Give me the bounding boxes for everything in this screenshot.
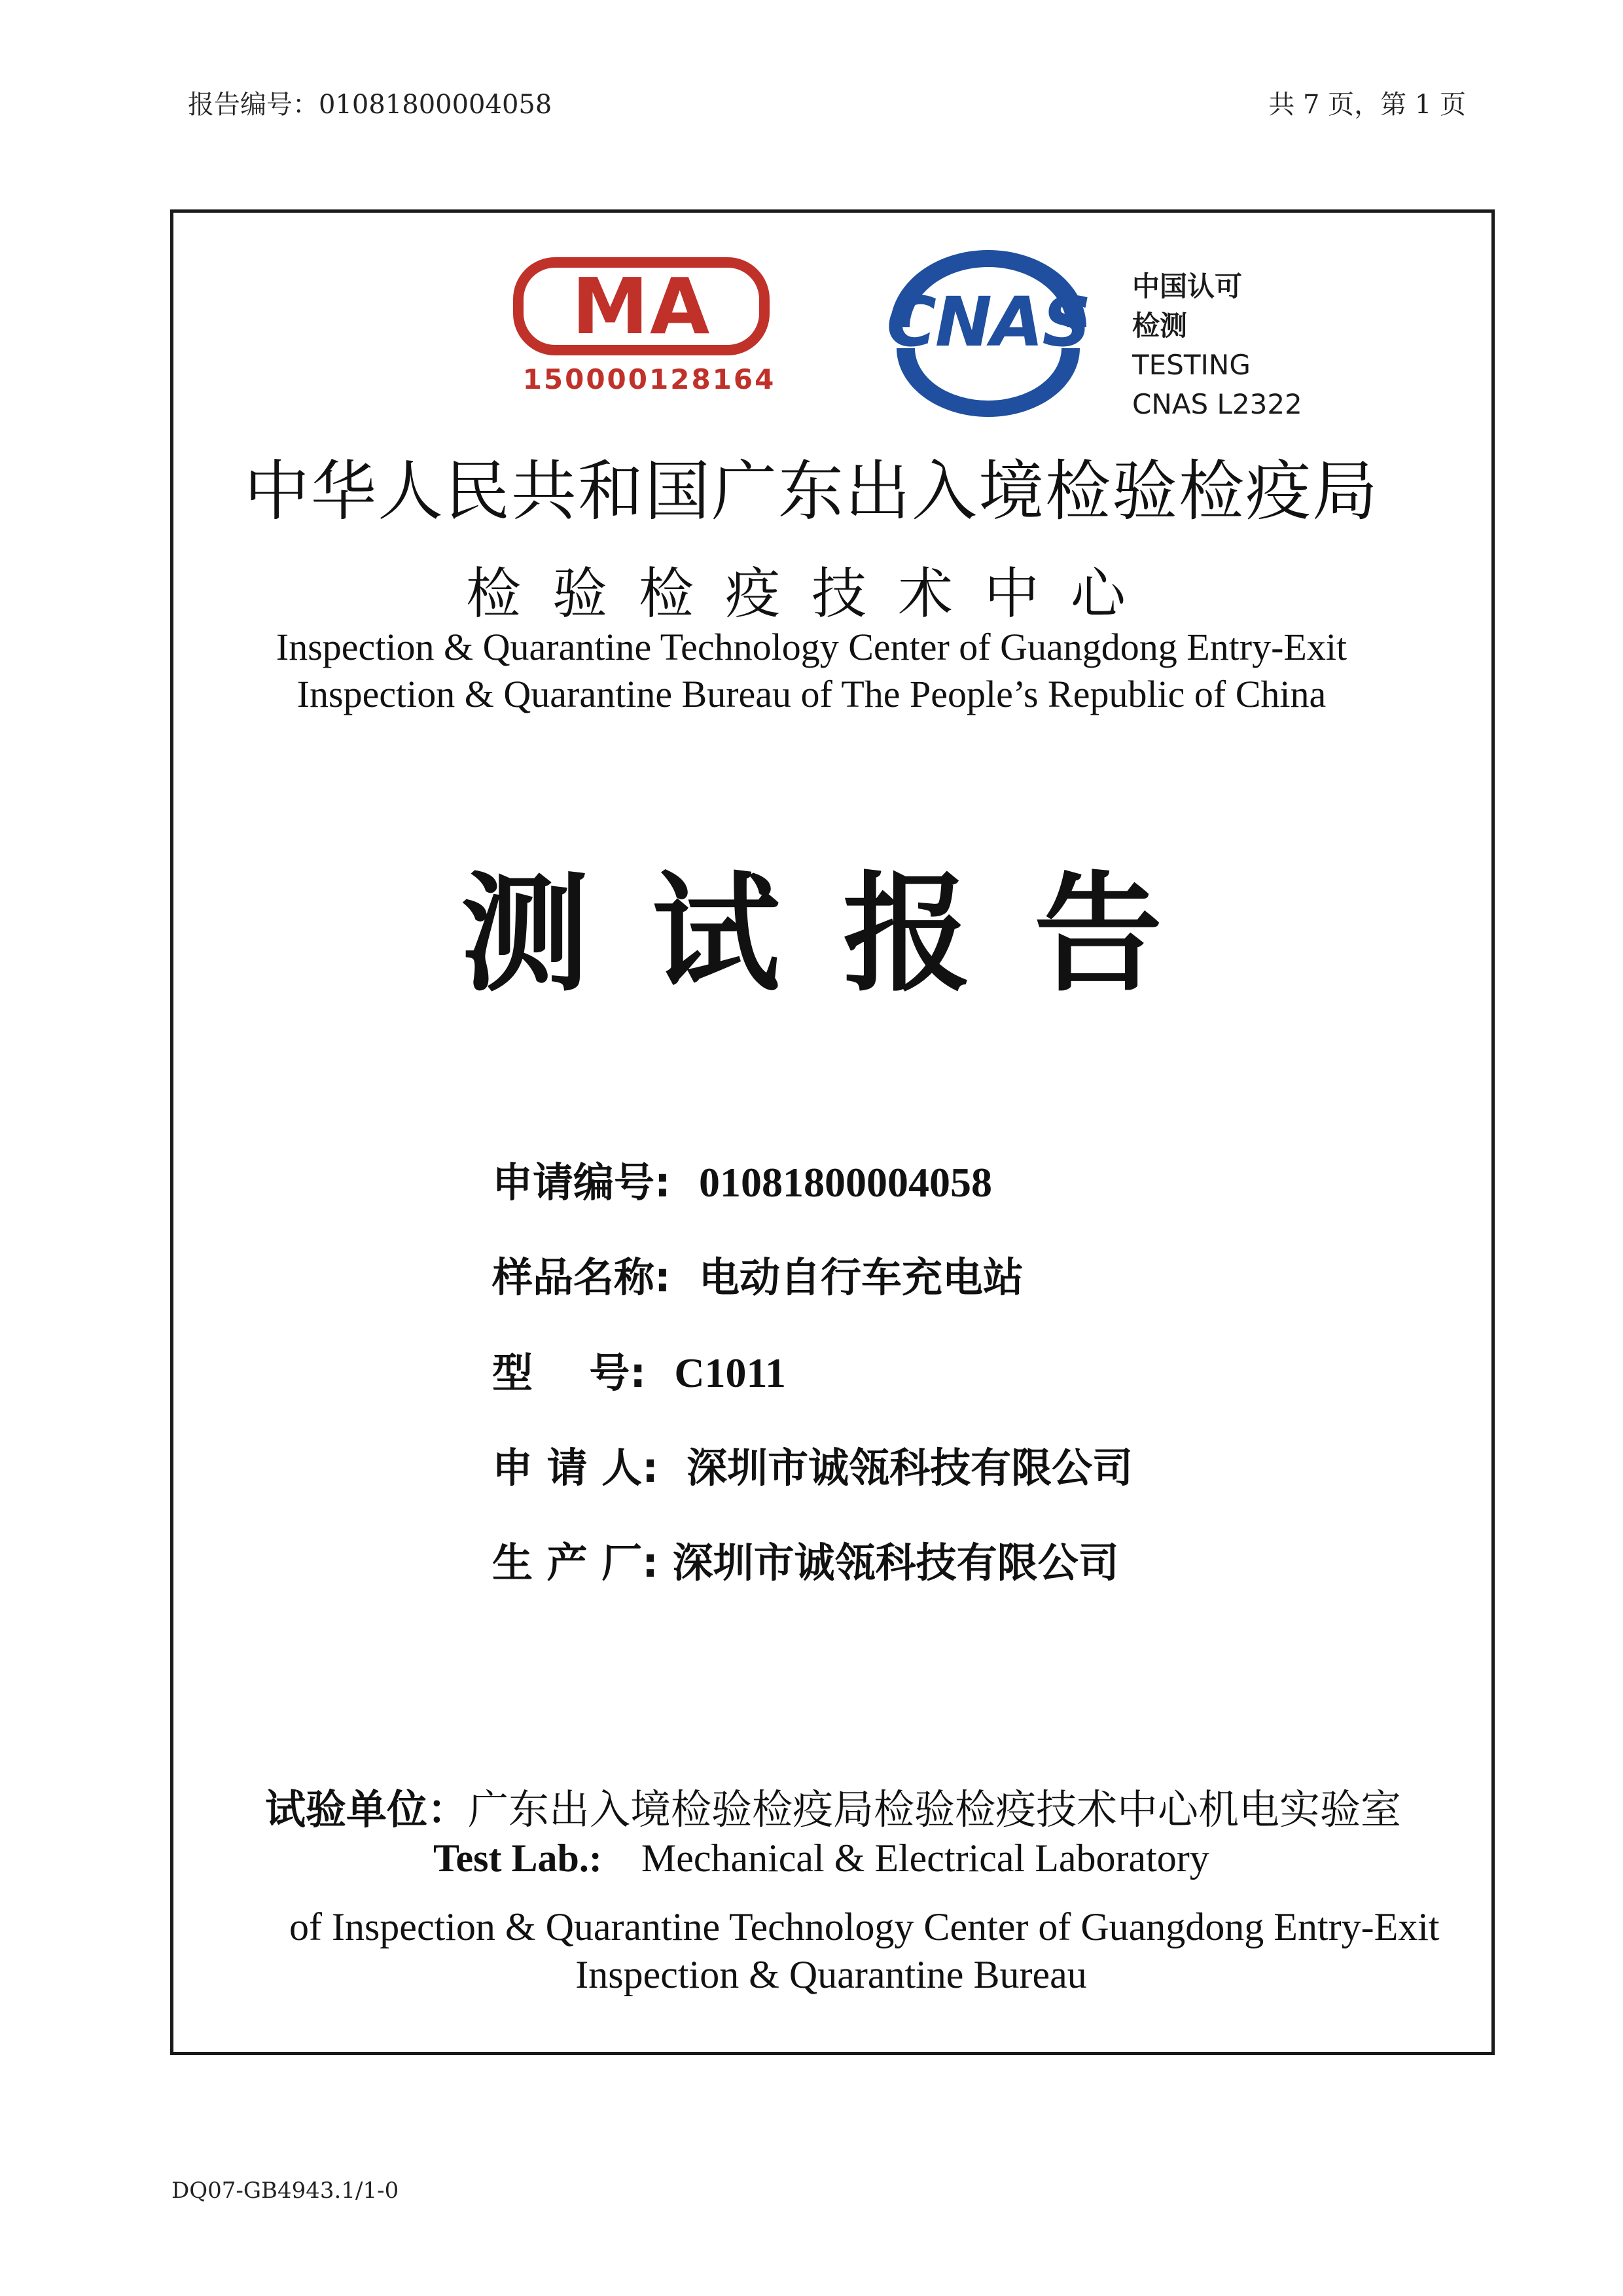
cnas-line-registration: CNAS L2322 [1132,388,1302,420]
field-label: 申请编号: [492,1158,671,1206]
cma-logo-text: MA [571,261,711,351]
report-number-header [188,84,552,121]
cma-logo [497,239,798,416]
report-title: 测试报告 [460,860,1225,1009]
cnas-line-accreditation: 中国认可 [1132,270,1243,302]
organization-title-cn: 中华人民共和国广东出入境检验检疫局 [244,453,1379,529]
test-lab-label-en: Test Lab.: [433,1837,602,1880]
test-lab-value-en-line3: Inspection & Quarantine Bureau [575,1953,1087,1996]
test-lab-en [433,1836,1209,1881]
field-sample-name [492,1245,1024,1303]
cma-certificate-number: 150000128164 [522,363,776,395]
report-number-label: 报告编号： [188,90,319,120]
field-value: 01081800004058 [698,1159,992,1206]
report-number-value: 01081800004058 [319,90,552,120]
form-code: DQ07-GB4943.1/1-0 [171,2178,399,2204]
field-label: 生 产 厂: [492,1539,658,1587]
test-lab-value-cn: 广东出入境检验检疫局检验检疫技术中心机电实验室 [468,1785,1402,1833]
test-lab-value-en-line1: Mechanical & Electrical Laboratory [641,1837,1209,1880]
test-lab-label-cn: 试验单位： [265,1785,469,1833]
field-value: C1011 [674,1350,786,1396]
organization-title-en-line1: Inspection & Quarantine Technology Center of Guangdong Entry-Exit [276,626,1347,668]
field-manufacturer [492,1530,1119,1588]
cnas-line-testing-en: TESTING [1132,349,1251,381]
field-model [492,1340,786,1399]
field-value: 电动自行车充电站 [698,1253,1024,1301]
page-info: 共 7 页，第 1 页 [1268,90,1466,120]
test-lab-cn [265,1777,1401,1835]
field-label: 申 请 人: [492,1444,658,1492]
cnas-line-testing-cn: 检测 [1132,310,1188,342]
field-value: 深圳市诚瓴科技有限公司 [672,1539,1119,1587]
test-lab-value-en-line2: of Inspection & Quarantine Technology Center of Guangdong Entry-Exit [289,1905,1440,1948]
cma-badge [513,257,770,355]
cnas-logo [870,250,1106,420]
field-label: 型 号: [492,1349,647,1397]
organization-title-en-line2: Inspection & Quarantine Bureau of The People’s Republic of China [296,673,1327,715]
field-application-number [492,1150,992,1208]
field-value: 深圳市诚瓴科技有限公司 [687,1444,1133,1492]
field-applicant [492,1435,1133,1494]
field-label: 样品名称: [492,1253,671,1301]
center-title-cn: 检验检疫技术中心 [465,562,1157,626]
cnas-accreditation-text [1132,267,1302,424]
cnas-logo-text: CNAS [886,282,1090,362]
